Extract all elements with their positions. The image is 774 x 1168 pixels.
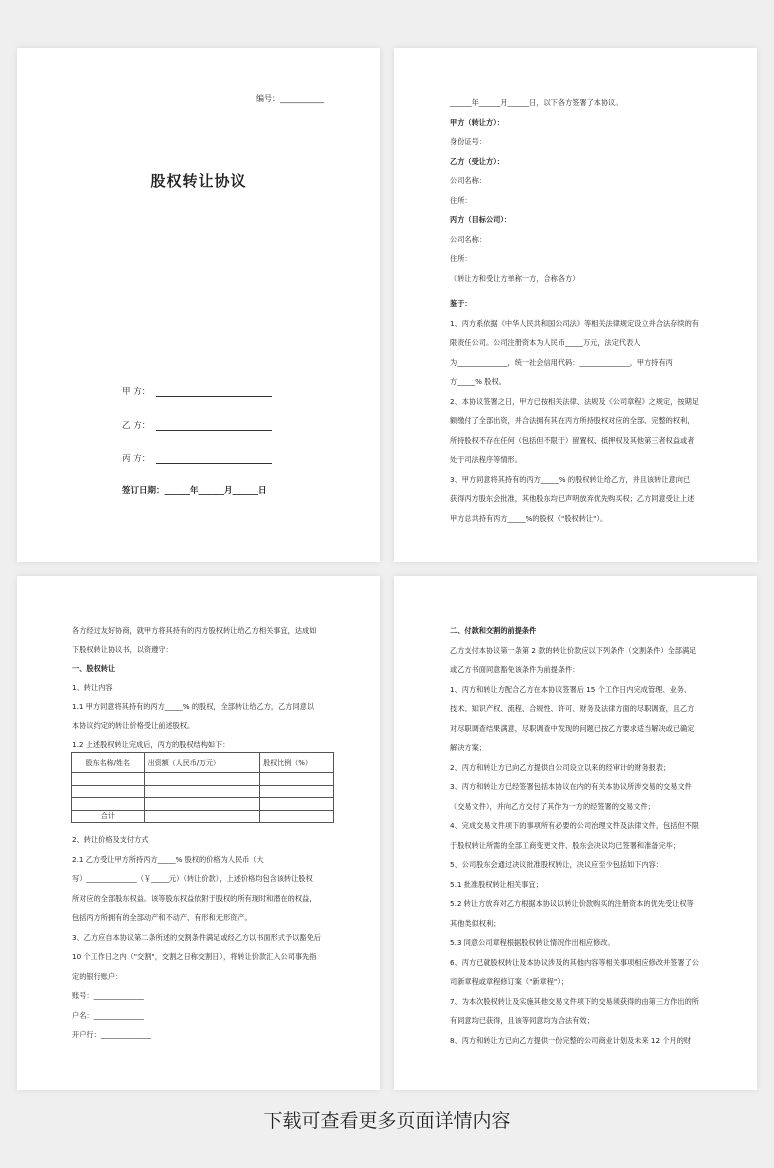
document-title: 股权转让协议 bbox=[150, 172, 247, 190]
table-cell bbox=[144, 773, 260, 786]
text-line: 甲方总共持有丙方_____%的股权（"股权转让"）。 bbox=[450, 513, 608, 523]
text-line: 其他类似权利； bbox=[450, 918, 501, 928]
text-line: 所对应的全部股东权益。该等股东权益依附于股权的所有现时和潜在的权益， bbox=[72, 893, 317, 903]
text-line: 开户行：______________ bbox=[72, 1030, 152, 1039]
text-line: 2、本协议签署之日，甲方已按相关法律、法规及《公司章程》之规定，按期足 bbox=[450, 396, 699, 406]
text-line: 1.2 上述股权转让完成后，丙方的股权结构如下： bbox=[72, 740, 230, 749]
text-line: 5.1 批准股权转让相关事宜； bbox=[450, 879, 543, 889]
contract-number-label: 编号：___________ bbox=[256, 94, 324, 103]
text-line: 额缴付了全部出资，并合法拥有其在丙方所持股权对应的全部、完整的权利， bbox=[450, 416, 695, 425]
text-line: 1、丙方和转让方配合乙方在本协议签署后 15 个工作日内完成管理、业务、 bbox=[450, 684, 692, 694]
table-cell bbox=[260, 785, 334, 798]
text-line: ______年______月______日，以下各方签署了本协议。 bbox=[450, 98, 623, 107]
text-line: 处于司法程序等情形。 bbox=[450, 455, 522, 464]
text-line: 1、转让内容 bbox=[72, 683, 113, 692]
text-line: 方_____% 股权。 bbox=[450, 377, 506, 386]
table-row bbox=[72, 785, 334, 798]
text-line: （转让方和受让方单称一方，合称各方） bbox=[450, 273, 580, 283]
text-line: （交易文件），并向乙方交付了其作为一方的经签署的交易文件； bbox=[450, 801, 655, 811]
text-line: 8、丙方和转让方已向乙方提供一份完整的公司商业计划及未来 12 个月的财 bbox=[450, 1035, 692, 1045]
shareholding-table bbox=[71, 752, 334, 823]
table-cell bbox=[72, 785, 145, 798]
text-line: 下股权转让协议书，以资遵守： bbox=[72, 645, 173, 654]
text-line: 住所： bbox=[450, 254, 472, 263]
text-line: 2、转让价格及支付方式 bbox=[72, 835, 149, 844]
text-line: 技术、知识产权、流程、合规性、许可、财务及法律方面的尽职调查，且乙方 bbox=[450, 704, 695, 713]
download-more-footer[interactable]: 下载可查看更多页面详情内容 bbox=[263, 1110, 511, 1132]
text-line: 3、甲方同意将其持有的丙方_____% 的股权转让给乙方，并且该转让意向已 bbox=[450, 474, 691, 484]
table-cell bbox=[260, 773, 334, 786]
text-line: 5.2 转让方放弃对乙方根据本协议以转让价款购买的注册资本的优先受让权等 bbox=[450, 899, 694, 908]
text-line: 4、完成交易文件项下的事项所有必要的公司治理文件及法律文件，包括但不限 bbox=[450, 821, 699, 830]
text-line: 3、乙方应自本协议第二条所述的交割条件满足或经乙方以书面形式予以豁免后 bbox=[72, 932, 321, 942]
party-c-signature bbox=[122, 452, 272, 464]
text-line: 本协议约定的转让价格受让前述股权。 bbox=[72, 721, 195, 730]
table-cell bbox=[144, 798, 260, 811]
text-line: 1.1 甲方同意将其持有的丙方_____% 的股权，全部转让给乙方，乙方同意以 bbox=[72, 702, 315, 711]
signature-line bbox=[156, 423, 272, 431]
text-line: 住所： bbox=[450, 195, 472, 205]
text-line: 户名：______________ bbox=[72, 1010, 144, 1020]
table-cell bbox=[260, 798, 334, 811]
table-header-cell: 股权比例（%） bbox=[260, 753, 334, 773]
text-line: 获得丙方股东会批准，其他股东均已声明放弃优先购买权；乙方同意受让上述 bbox=[450, 494, 695, 503]
sign-date: 签订日期：______年______月______日 bbox=[122, 486, 267, 496]
text-line: 一、股权转让 bbox=[72, 664, 116, 673]
table-header-cell: 股东名称/姓名 bbox=[72, 753, 145, 773]
text-line: 各方经过友好协商，就甲方将其持有的丙方股权转让给乙方相关事宜，达成如 bbox=[72, 626, 317, 635]
text-line: 司新章程或章程修订案（"新章程"）； bbox=[450, 977, 569, 986]
text-line: 2、丙方和转让方已向乙方提供自公司设立以来的经审计的财务报表； bbox=[450, 762, 671, 772]
table-cell bbox=[144, 810, 260, 823]
text-line: 7、为本次股权转让及实施其他交易文件项下的交易须获得的由第三方作出的所 bbox=[450, 996, 699, 1006]
text-line: 丙方（目标公司）： bbox=[450, 215, 512, 224]
text-line: 定的银行账户： bbox=[72, 971, 123, 981]
transfer-page bbox=[17, 576, 380, 1090]
text-line: 二、付款和交割的前提条件 bbox=[450, 626, 537, 635]
text-line: 解决方案； bbox=[450, 743, 486, 752]
party-c-label: 丙 方： bbox=[122, 454, 151, 464]
table-cell bbox=[260, 810, 334, 823]
text-line: 有同意均已获得，且该等同意均为合法有效； bbox=[450, 1016, 594, 1025]
text-line: 写）______________（￥_____元）（转让价款），上述价格均包含该转让股权 bbox=[72, 874, 313, 883]
text-line: 为______________，统一社会信用代码：______________，甲方持有丙 bbox=[450, 357, 673, 367]
text-line: 所持股权不存在任何（包括但不限于）留置权、抵押权及其他第三者权益或者 bbox=[450, 435, 695, 445]
text-line: 或乙方书面同意豁免该条件为前提条件： bbox=[450, 665, 580, 674]
text-line: 对尽职调查结果满意，尽职调查中发现的问题已按乙方要求适当解决或已确定 bbox=[450, 723, 695, 733]
party-b-signature bbox=[122, 419, 272, 431]
text-line: 于股权转让所需的全部工商变更文件、股东会决议均已签署和准备完毕； bbox=[450, 840, 681, 850]
text-line: 2.1 乙方受让甲方所持丙方_____% 股权的价格为人民币（大 bbox=[72, 854, 264, 864]
text-line: 乙方（受让方）： bbox=[450, 156, 504, 166]
text-line: 身份证号： bbox=[450, 137, 486, 146]
text-line: 1、丙方系依据《中华人民共和国公司法》等相关法律规定设立并合法存续的有 bbox=[450, 318, 699, 328]
text-line: 鉴于： bbox=[450, 299, 472, 308]
conditions-page bbox=[394, 576, 757, 1090]
party-a-signature bbox=[122, 385, 272, 397]
table-row bbox=[72, 773, 334, 786]
text-line: 5.3 同意公司章程根据股权转让情况作出相应修改。 bbox=[450, 938, 615, 947]
text-line: 公司名称： bbox=[450, 176, 486, 185]
text-line: 甲方（转让方）： bbox=[450, 117, 504, 127]
signature-line bbox=[156, 389, 272, 397]
table-total-label: 合计 bbox=[72, 810, 145, 823]
party-b-label: 乙 方： bbox=[122, 421, 151, 431]
text-line: 5、公司股东会通过决议批准股权转让，决议应至少包括如下内容： bbox=[450, 860, 664, 869]
party-a-label: 甲 方： bbox=[122, 387, 151, 397]
text-line: 6、丙方已就股权转让及本协议涉及的其他内容等相关事项相应修改并签署了公 bbox=[450, 957, 699, 967]
table-header-cell: 出资额（人民币/万元） bbox=[144, 753, 260, 773]
text-line: 3、丙方和转让方已经签署包括本协议在内的有关本协议所涉交易的交易文件 bbox=[450, 782, 692, 791]
text-line: 公司名称： bbox=[450, 234, 486, 244]
table-row bbox=[72, 798, 334, 811]
text-line: 限责任公司。公司注册资本为人民币_____万元，法定代表人 bbox=[450, 338, 641, 347]
parties-page bbox=[394, 48, 757, 562]
table-total-row bbox=[72, 810, 334, 823]
table-cell bbox=[72, 798, 145, 811]
table-cell bbox=[144, 785, 260, 798]
cover-page bbox=[17, 48, 380, 562]
text-line: 乙方支付本协议第一条第 2 款的转让价款应以下列条件（交割条件）全部满足 bbox=[450, 645, 697, 655]
table-cell bbox=[72, 773, 145, 786]
signature-line bbox=[156, 456, 272, 464]
text-line: 10 个工作日之内（"交割"，交割之日称交割日），将转让价款汇入公司事先指 bbox=[72, 952, 317, 961]
text-line: 账号：______________ bbox=[72, 991, 144, 1000]
text-line: 包括丙方所拥有的全部动产和不动产、有形和无形资产。 bbox=[72, 913, 252, 922]
